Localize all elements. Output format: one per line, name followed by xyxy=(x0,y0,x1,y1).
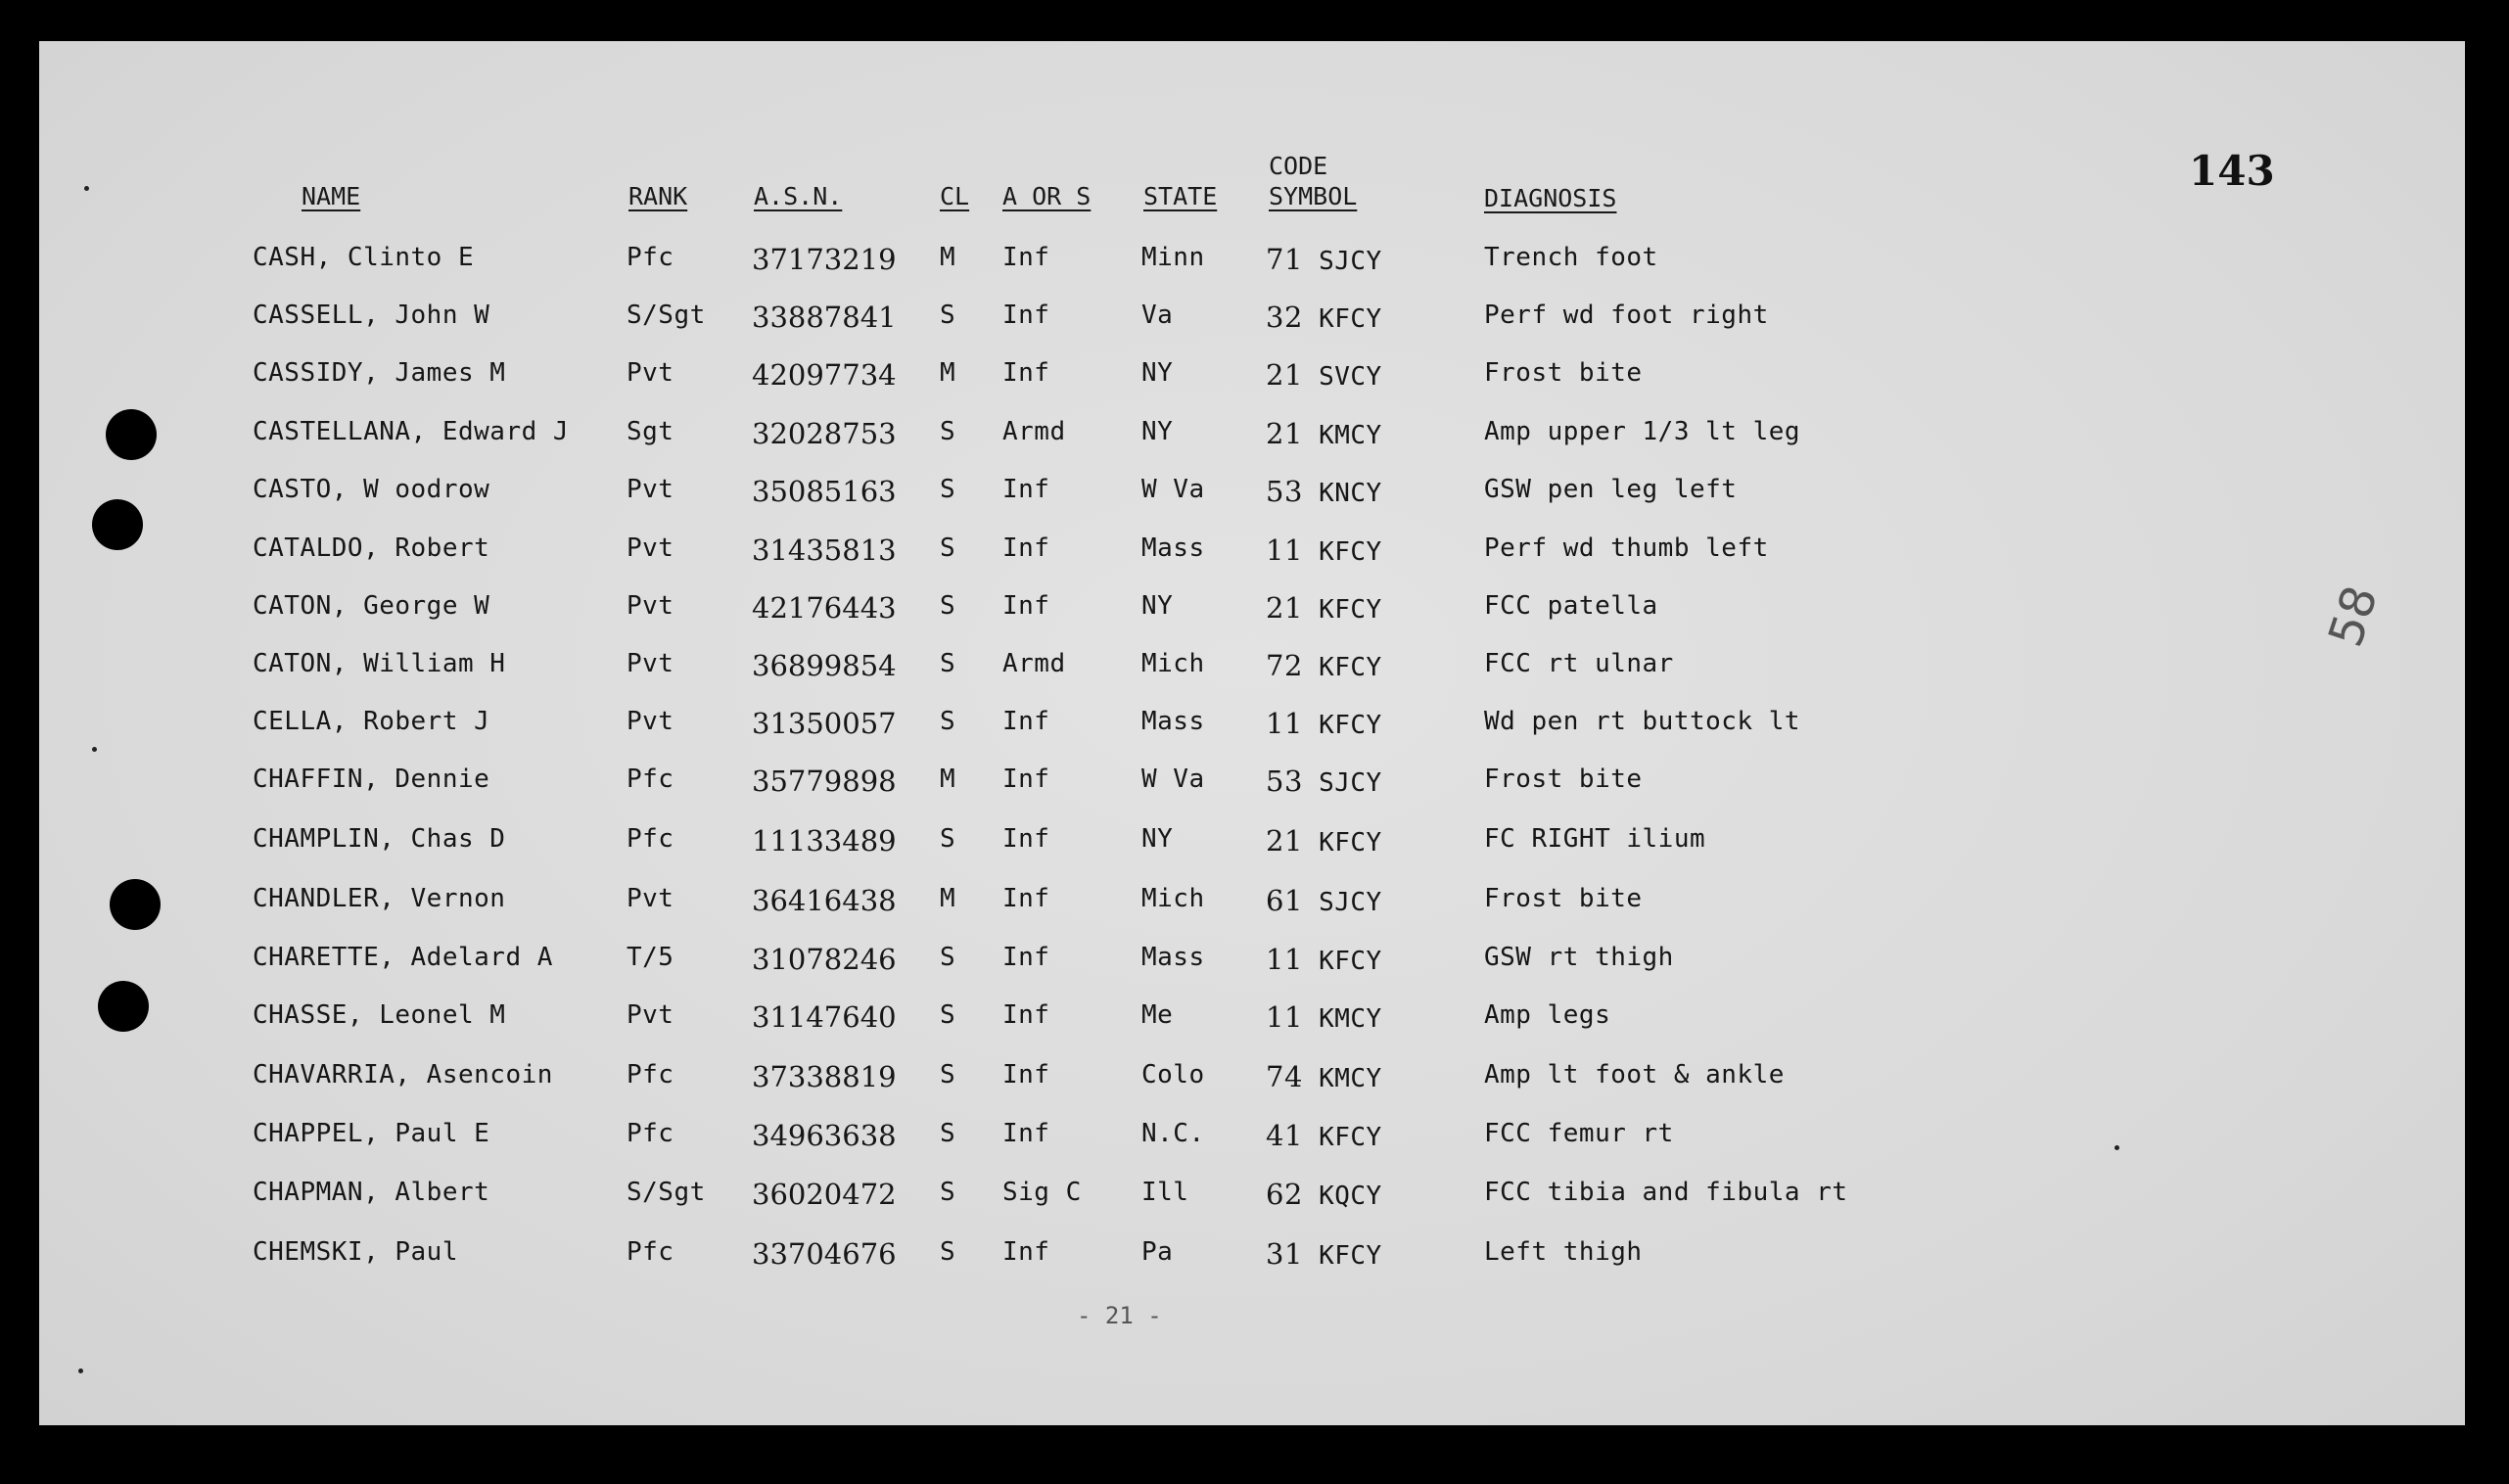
code-letters: KQCY xyxy=(1319,1182,1382,1211)
code-letters: KNCY xyxy=(1319,479,1382,508)
diagnosis-cell: FCC rt ulnar xyxy=(1484,649,1674,678)
code-symbol-cell xyxy=(1266,765,1382,798)
code-number: 41 xyxy=(1266,1119,1303,1152)
asn-cell: 35085163 xyxy=(752,475,897,508)
code-letters: SJCY xyxy=(1319,888,1382,917)
cl-cell: S xyxy=(940,824,956,854)
name-cell: CHARETTE, Adelard A xyxy=(253,943,553,972)
asn-cell: 37173219 xyxy=(752,243,897,276)
rank-cell: Pfc xyxy=(627,243,674,272)
code-letters: KFCY xyxy=(1319,1123,1382,1152)
code-number: 11 xyxy=(1266,943,1303,976)
a-or-s-cell: Inf xyxy=(1002,301,1050,330)
code-symbol-cell xyxy=(1266,1000,1382,1034)
diagnosis-cell: GSW rt thigh xyxy=(1484,943,1674,972)
header-asn: A.S.N. xyxy=(754,182,843,210)
a-or-s-cell: Inf xyxy=(1002,824,1050,854)
table-row xyxy=(0,1178,2509,1217)
cl-cell: M xyxy=(940,765,956,794)
name-cell: CATON, William H xyxy=(253,649,506,678)
rank-cell: Pvt xyxy=(627,884,674,913)
state-cell: NY xyxy=(1141,824,1174,854)
code-number: 32 xyxy=(1266,301,1303,334)
diagnosis-cell: Frost bite xyxy=(1484,358,1643,388)
header-symbol: SYMBOL xyxy=(1269,182,1358,210)
code-number: 31 xyxy=(1266,1237,1303,1271)
header-name: NAME xyxy=(302,182,361,210)
diagnosis-cell: Trench foot xyxy=(1484,243,1658,272)
diagnosis-cell: Amp legs xyxy=(1484,1000,1611,1030)
table-row xyxy=(0,301,2509,340)
diagnosis-cell: Left thigh xyxy=(1484,1237,1643,1267)
diagnosis-cell: FCC femur rt xyxy=(1484,1119,1674,1148)
diagnosis-cell: FCC tibia and fibula rt xyxy=(1484,1178,1848,1207)
table-row xyxy=(0,1000,2509,1040)
code-number: 53 xyxy=(1266,475,1303,508)
rank-cell: Pvt xyxy=(627,707,674,736)
state-cell: N.C. xyxy=(1141,1119,1205,1148)
code-letters: KMCY xyxy=(1319,1064,1382,1093)
rank-cell: Pvt xyxy=(627,475,674,504)
state-cell: Colo xyxy=(1141,1060,1205,1090)
a-or-s-cell: Inf xyxy=(1002,943,1050,972)
a-or-s-cell: Inf xyxy=(1002,1237,1050,1267)
name-cell: CHAMPLIN, Chas D xyxy=(253,824,506,854)
state-cell: Mich xyxy=(1141,884,1205,913)
state-cell: NY xyxy=(1141,358,1174,388)
cl-cell: S xyxy=(940,1000,956,1030)
rank-cell: Pvt xyxy=(627,533,674,563)
diagnosis-cell: Frost bite xyxy=(1484,765,1643,794)
page-number: 143 xyxy=(2189,147,2275,195)
cl-cell: S xyxy=(940,649,956,678)
asn-cell: 36416438 xyxy=(752,884,897,917)
state-cell: Mass xyxy=(1141,533,1205,563)
state-cell: Me xyxy=(1141,1000,1174,1030)
name-cell: CHANDLER, Vernon xyxy=(253,884,506,913)
speck xyxy=(84,186,89,191)
handwritten-note: 58 xyxy=(2318,579,2390,654)
state-cell: Mass xyxy=(1141,943,1205,972)
a-or-s-cell: Inf xyxy=(1002,1000,1050,1030)
table-row xyxy=(0,1237,2509,1276)
name-cell: CELLA, Robert J xyxy=(253,707,490,736)
rank-cell: Sgt xyxy=(627,417,674,446)
cl-cell: S xyxy=(940,943,956,972)
code-number: 21 xyxy=(1266,358,1303,392)
code-symbol-cell xyxy=(1266,1060,1382,1093)
rank-cell: Pvt xyxy=(627,649,674,678)
state-cell: NY xyxy=(1141,417,1174,446)
header-cl: CL xyxy=(940,182,970,210)
diagnosis-cell: Frost bite xyxy=(1484,884,1643,913)
name-cell: CATON, George W xyxy=(253,591,490,621)
asn-cell: 31147640 xyxy=(752,1000,897,1034)
diagnosis-cell: Amp lt foot & ankle xyxy=(1484,1060,1785,1090)
code-number: 53 xyxy=(1266,765,1303,798)
a-or-s-cell: Inf xyxy=(1002,707,1050,736)
diagnosis-cell: FC RIGHT ilium xyxy=(1484,824,1706,854)
code-letters: KFCY xyxy=(1319,711,1382,740)
table-row xyxy=(0,943,2509,982)
code-number: 74 xyxy=(1266,1060,1303,1093)
state-cell: Minn xyxy=(1141,243,1205,272)
code-symbol-cell xyxy=(1266,358,1382,392)
name-cell: CHAVARRIA, Asencoin xyxy=(253,1060,553,1090)
rank-cell: Pfc xyxy=(627,824,674,854)
rank-cell: Pvt xyxy=(627,1000,674,1030)
a-or-s-cell: Inf xyxy=(1002,243,1050,272)
table-row xyxy=(0,533,2509,573)
table-row xyxy=(0,1119,2509,1158)
code-letters: KFCY xyxy=(1319,537,1382,567)
table-row xyxy=(0,824,2509,863)
code-symbol-cell xyxy=(1266,1237,1382,1271)
cl-cell: S xyxy=(940,1178,956,1207)
code-number: 21 xyxy=(1266,591,1303,625)
a-or-s-cell: Inf xyxy=(1002,884,1050,913)
rank-cell: S/Sgt xyxy=(627,301,706,330)
code-letters: KFCY xyxy=(1319,653,1382,682)
code-letters: SJCY xyxy=(1319,247,1382,276)
cl-cell: S xyxy=(940,1237,956,1267)
code-number: 11 xyxy=(1266,533,1303,567)
a-or-s-cell: Inf xyxy=(1002,533,1050,563)
code-letters: KFCY xyxy=(1319,1241,1382,1271)
table-row xyxy=(0,707,2509,746)
table-row xyxy=(0,243,2509,282)
code-number: 11 xyxy=(1266,1000,1303,1034)
state-cell: Ill xyxy=(1141,1178,1189,1207)
code-symbol-cell xyxy=(1266,649,1382,682)
asn-cell: 31350057 xyxy=(752,707,897,740)
cl-cell: S xyxy=(940,591,956,621)
asn-cell: 33887841 xyxy=(752,301,897,334)
diagnosis-cell: Amp upper 1/3 lt leg xyxy=(1484,417,1801,446)
name-cell: CHEMSKI, Paul xyxy=(253,1237,458,1267)
code-symbol-cell xyxy=(1266,1178,1382,1211)
a-or-s-cell: Armd xyxy=(1002,649,1066,678)
code-symbol-cell xyxy=(1266,1119,1382,1152)
a-or-s-cell: Sig C xyxy=(1002,1178,1082,1207)
asn-cell: 37338819 xyxy=(752,1060,897,1093)
table-row xyxy=(0,591,2509,630)
a-or-s-cell: Inf xyxy=(1002,1060,1050,1090)
speck xyxy=(92,747,97,752)
speck xyxy=(78,1368,83,1373)
name-cell: CASTO, W oodrow xyxy=(253,475,490,504)
asn-cell: 33704676 xyxy=(752,1237,897,1271)
name-cell: CASTELLANA, Edward J xyxy=(253,417,570,446)
asn-cell: 31435813 xyxy=(752,533,897,567)
code-symbol-cell xyxy=(1266,475,1382,508)
code-symbol-cell xyxy=(1266,884,1382,917)
cl-cell: M xyxy=(940,358,956,388)
code-number: 71 xyxy=(1266,243,1303,276)
state-cell: Pa xyxy=(1141,1237,1174,1267)
a-or-s-cell: Inf xyxy=(1002,358,1050,388)
table-row xyxy=(0,475,2509,514)
code-number: 21 xyxy=(1266,824,1303,858)
asn-cell: 11133489 xyxy=(752,824,897,858)
code-symbol-cell xyxy=(1266,417,1382,450)
rank-cell: Pfc xyxy=(627,765,674,794)
state-cell: W Va xyxy=(1141,765,1205,794)
asn-cell: 34963638 xyxy=(752,1119,897,1152)
asn-cell: 42176443 xyxy=(752,591,897,625)
code-letters: SJCY xyxy=(1319,768,1382,798)
header-rank: RANK xyxy=(628,182,688,210)
rank-cell: S/Sgt xyxy=(627,1178,706,1207)
code-number: 61 xyxy=(1266,884,1303,917)
code-symbol-cell xyxy=(1266,533,1382,567)
code-letters: KFCY xyxy=(1319,828,1382,858)
code-number: 11 xyxy=(1266,707,1303,740)
rank-cell: Pvt xyxy=(627,358,674,388)
diagnosis-cell: FCC patella xyxy=(1484,591,1658,621)
rank-cell: T/5 xyxy=(627,943,674,972)
header-code: CODE xyxy=(1269,152,1328,180)
name-cell: CHAPPEL, Paul E xyxy=(253,1119,490,1148)
rank-cell: Pvt xyxy=(627,591,674,621)
asn-cell: 31078246 xyxy=(752,943,897,976)
name-cell: CASSIDY, James M xyxy=(253,358,506,388)
code-symbol-cell xyxy=(1266,707,1382,740)
header-a-or-s: A OR S xyxy=(1002,182,1092,210)
state-cell: Mass xyxy=(1141,707,1205,736)
diagnosis-cell: GSW pen leg left xyxy=(1484,475,1738,504)
name-cell: CHASSE, Leonel M xyxy=(253,1000,506,1030)
code-letters: KFCY xyxy=(1319,947,1382,976)
asn-cell: 32028753 xyxy=(752,417,897,450)
code-symbol-cell xyxy=(1266,824,1382,858)
code-symbol-cell xyxy=(1266,243,1382,276)
code-letters: KMCY xyxy=(1319,1004,1382,1034)
code-symbol-cell xyxy=(1266,943,1382,976)
table-row xyxy=(0,765,2509,804)
a-or-s-cell: Inf xyxy=(1002,1119,1050,1148)
footer-page-number: - 21 - xyxy=(1077,1302,1162,1329)
state-cell: Mich xyxy=(1141,649,1205,678)
diagnosis-cell: Perf wd thumb left xyxy=(1484,533,1769,563)
rank-cell: Pfc xyxy=(627,1060,674,1090)
a-or-s-cell: Inf xyxy=(1002,591,1050,621)
asn-cell: 35779898 xyxy=(752,765,897,798)
cl-cell: M xyxy=(940,884,956,913)
code-number: 62 xyxy=(1266,1178,1303,1211)
code-letters: KMCY xyxy=(1319,421,1382,450)
table-row xyxy=(0,417,2509,456)
cl-cell: S xyxy=(940,533,956,563)
a-or-s-cell: Inf xyxy=(1002,475,1050,504)
cl-cell: S xyxy=(940,301,956,330)
code-letters: KFCY xyxy=(1319,304,1382,334)
cl-cell: S xyxy=(940,707,956,736)
code-symbol-cell xyxy=(1266,301,1382,334)
diagnosis-cell: Perf wd foot right xyxy=(1484,301,1769,330)
header-diagnosis: DIAGNOSIS xyxy=(1484,184,1617,212)
asn-cell: 42097734 xyxy=(752,358,897,392)
name-cell: CHAPMAN, Albert xyxy=(253,1178,490,1207)
asn-cell: 36020472 xyxy=(752,1178,897,1211)
asn-cell: 36899854 xyxy=(752,649,897,682)
code-number: 21 xyxy=(1266,417,1303,450)
code-letters: KFCY xyxy=(1319,595,1382,625)
table-row xyxy=(0,358,2509,397)
cl-cell: M xyxy=(940,243,956,272)
name-cell: CATALDO, Robert xyxy=(253,533,490,563)
a-or-s-cell: Armd xyxy=(1002,417,1066,446)
state-cell: NY xyxy=(1141,591,1174,621)
name-cell: CASSELL, John W xyxy=(253,301,490,330)
cl-cell: S xyxy=(940,1119,956,1148)
cl-cell: S xyxy=(940,417,956,446)
rank-cell: Pfc xyxy=(627,1237,674,1267)
header-state: STATE xyxy=(1143,182,1218,210)
rank-cell: Pfc xyxy=(627,1119,674,1148)
state-cell: W Va xyxy=(1141,475,1205,504)
name-cell: CHAFFIN, Dennie xyxy=(253,765,490,794)
table-row xyxy=(0,649,2509,688)
table-row xyxy=(0,1060,2509,1099)
diagnosis-cell: Wd pen rt buttock lt xyxy=(1484,707,1801,736)
code-symbol-cell xyxy=(1266,591,1382,625)
cl-cell: S xyxy=(940,475,956,504)
cl-cell: S xyxy=(940,1060,956,1090)
table-row xyxy=(0,884,2509,923)
name-cell: CASH, Clinto E xyxy=(253,243,475,272)
state-cell: Va xyxy=(1141,301,1174,330)
a-or-s-cell: Inf xyxy=(1002,765,1050,794)
code-letters: SVCY xyxy=(1319,362,1382,392)
code-number: 72 xyxy=(1266,649,1303,682)
